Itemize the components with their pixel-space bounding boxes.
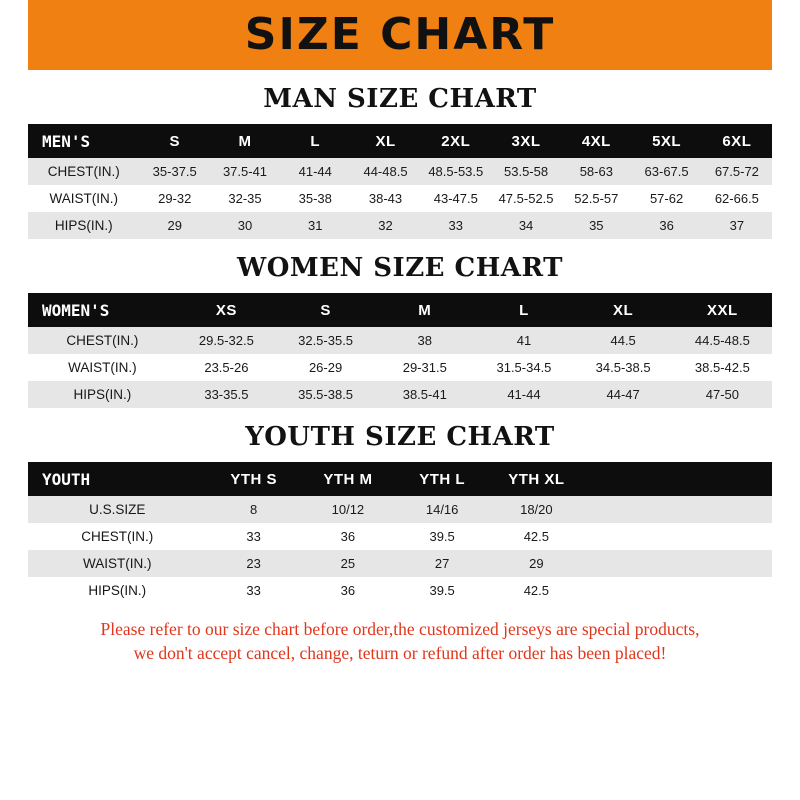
cell: 35: [589, 218, 604, 233]
row-label: WAIST(IN.): [83, 556, 152, 571]
footer-line-1: Please refer to our size chart before order,the customized jerseys are special products,: [100, 619, 700, 639]
cell: 36: [340, 529, 356, 544]
cell: 43-47.5: [433, 191, 478, 206]
youth-size-section: [28, 422, 772, 604]
women-col-header: XL: [613, 301, 634, 319]
women-size-section: [28, 253, 772, 408]
cell: 23.5-26: [204, 360, 249, 375]
cell: 41-44: [298, 164, 332, 179]
chart-content: [0, 84, 800, 665]
cell: 33: [448, 218, 464, 233]
page-title: SIZE CHART: [244, 9, 556, 60]
row-label: HIPS(IN.): [73, 387, 132, 402]
table-header-row: [28, 462, 772, 496]
cell: 10/12: [331, 502, 365, 517]
cell: 41-44: [507, 387, 541, 402]
cell: 39.5: [429, 529, 455, 544]
cell-empty: [583, 496, 677, 523]
cell-empty: [678, 523, 772, 550]
youth-col-header-empty: [583, 462, 677, 496]
cell: 35-37.5: [152, 164, 197, 179]
cell: 23: [246, 556, 261, 571]
row-label: WAIST(IN.): [68, 360, 137, 375]
table-row: [28, 550, 772, 577]
cell: 33-35.5: [204, 387, 249, 402]
row-label: WAIST(IN.): [49, 191, 119, 206]
cell: 33: [246, 583, 261, 598]
women-corner-label: WOMEN'S: [42, 300, 110, 320]
row-label: CHEST(IN.): [81, 529, 154, 544]
cell-empty: [583, 523, 677, 550]
footer-disclaimer: [28, 618, 772, 665]
cell: 32.5-35.5: [298, 333, 354, 348]
table-row: [28, 354, 772, 381]
cell: 29: [167, 218, 182, 233]
header-banner: [0, 0, 800, 70]
cell: 47.5-52.5: [498, 191, 554, 206]
table-row: [28, 185, 772, 212]
men-col-header: M: [238, 132, 252, 150]
cell: 53.5-58: [504, 164, 549, 179]
table-row: [28, 381, 772, 408]
cell: 25: [340, 556, 356, 571]
cell: 42.5: [523, 529, 550, 544]
men-corner-label: MEN'S: [42, 131, 91, 151]
youth-section-title: YOUTH SIZE CHART: [245, 422, 555, 452]
men-size-section: [28, 84, 772, 239]
cell: 33: [246, 529, 261, 544]
cell: 26-29: [308, 360, 343, 375]
cell: 38.5-42.5: [694, 360, 750, 375]
cell: 37.5-41: [222, 164, 268, 179]
cell: 63-67.5: [644, 164, 689, 179]
men-col-header: 2XL: [441, 132, 471, 150]
men-col-header: 4XL: [581, 132, 611, 150]
youth-col-header: YTH L: [419, 470, 466, 488]
cell: 29-32: [158, 191, 192, 206]
cell: 62-66.5: [714, 191, 759, 206]
cell: 38.5-41: [402, 387, 447, 402]
row-label: CHEST(IN.): [47, 164, 120, 179]
footer-line-2: we don't accept cancel, change, teturn or refund after order has been placed!: [133, 642, 667, 663]
cell: 47-50: [705, 387, 739, 402]
table-row: [28, 523, 772, 550]
table-header-row: [28, 293, 772, 327]
header-left-edge: [0, 0, 28, 70]
men-col-header: S: [169, 132, 180, 150]
cell-empty: [583, 577, 677, 604]
table-header-row: [28, 124, 772, 158]
cell: 36: [340, 583, 356, 598]
row-label: HIPS(IN.): [88, 583, 147, 598]
cell: 42.5: [523, 583, 550, 598]
cell: 32-35: [228, 191, 262, 206]
women-col-header: XS: [215, 301, 237, 319]
cell: 29-31.5: [402, 360, 447, 375]
cell: 67.5-72: [714, 164, 759, 179]
men-size-table: [28, 124, 772, 239]
row-label: HIPS(IN.): [54, 218, 113, 233]
cell: 58-63: [579, 164, 613, 179]
table-row: [28, 212, 772, 239]
women-col-header: L: [519, 301, 529, 319]
row-label: CHEST(IN.): [66, 333, 139, 348]
table-row: [28, 158, 772, 185]
cell: 31.5-34.5: [496, 360, 552, 375]
men-section-title: MAN SIZE CHART: [263, 84, 537, 114]
men-col-header: 6XL: [722, 132, 752, 150]
cell: 29.5-32.5: [198, 333, 254, 348]
row-label: U.S.SIZE: [89, 502, 146, 517]
table-row: [28, 496, 772, 523]
table-row: [28, 577, 772, 604]
cell: 31: [308, 218, 323, 233]
cell: 29: [529, 556, 544, 571]
cell: 34: [518, 218, 534, 233]
cell: 32: [378, 218, 393, 233]
cell: 38-43: [368, 191, 403, 206]
cell: 44-48.5: [363, 164, 408, 179]
cell: 14/16: [425, 502, 459, 517]
cell-empty: [583, 550, 677, 577]
youth-col-header: YTH S: [230, 470, 277, 488]
cell: 38: [417, 333, 432, 348]
youth-col-header-empty: [678, 462, 772, 496]
cell: 57-62: [649, 191, 684, 206]
cell-empty: [678, 577, 772, 604]
cell: 35.5-38.5: [298, 387, 354, 402]
women-section-title: WOMEN SIZE CHART: [237, 253, 563, 283]
men-col-header: 5XL: [652, 132, 682, 150]
youth-corner-label: YOUTH: [42, 469, 91, 489]
cell: 52.5-57: [574, 191, 619, 206]
cell: 44.5-48.5: [694, 333, 750, 348]
cell: 44-47: [606, 387, 640, 402]
header-right-edge: [772, 0, 800, 70]
cell: 30: [237, 218, 253, 233]
youth-col-header: YTH M: [323, 470, 373, 488]
cell: 39.5: [429, 583, 455, 598]
table-row: [28, 327, 772, 354]
cell: 37: [729, 218, 745, 233]
cell: 8: [250, 502, 258, 517]
women-size-table: [28, 293, 772, 408]
women-col-header: M: [418, 301, 432, 319]
youth-size-table: [28, 462, 772, 604]
cell-empty: [678, 550, 772, 577]
women-col-header: S: [320, 301, 331, 319]
cell: 41: [516, 333, 532, 348]
cell: 27: [434, 556, 450, 571]
cell: 48.5-53.5: [428, 164, 484, 179]
cell: 18/20: [520, 502, 553, 517]
men-col-header: 3XL: [511, 132, 541, 150]
cell-empty: [678, 496, 772, 523]
cell: 44.5: [610, 333, 636, 348]
women-col-header: XXL: [707, 301, 738, 319]
cell: 35-38: [298, 191, 332, 206]
cell: 34.5-38.5: [595, 360, 651, 375]
men-col-header: XL: [375, 132, 396, 150]
cell: 36: [659, 218, 674, 233]
youth-col-header: YTH XL: [508, 470, 565, 488]
men-col-header: L: [310, 132, 321, 150]
